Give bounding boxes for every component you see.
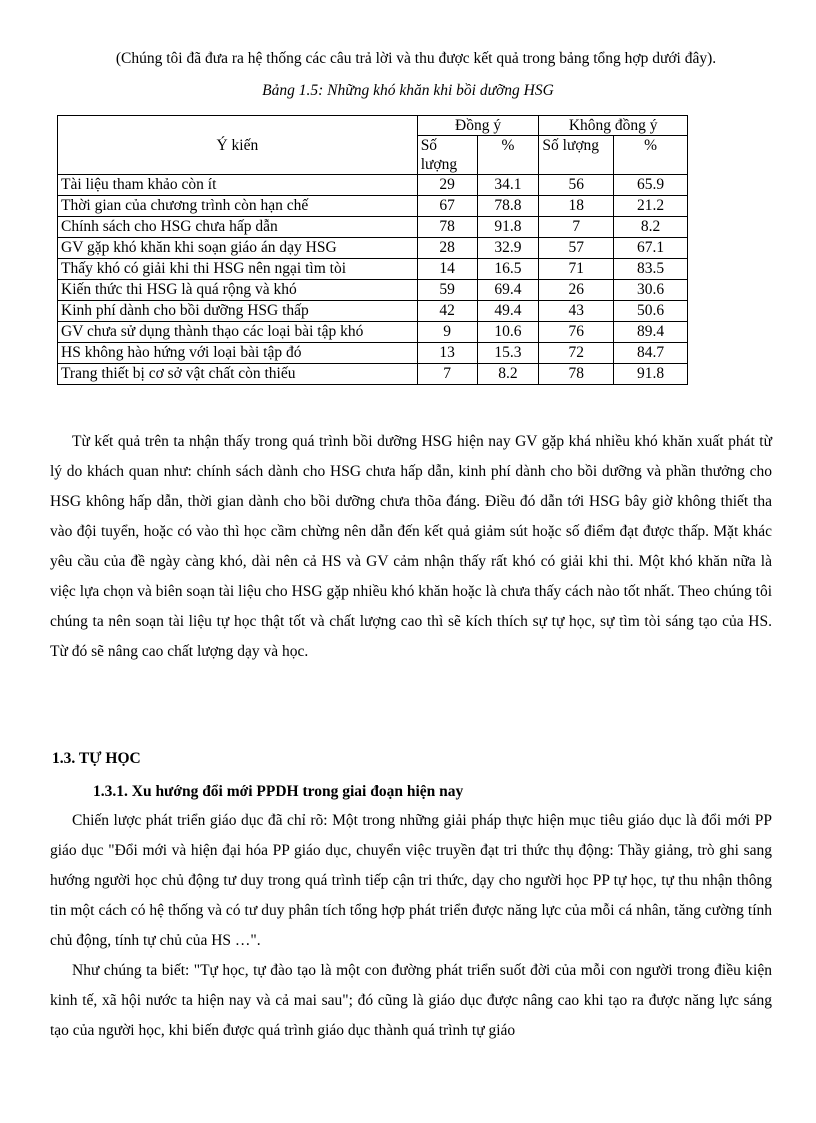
agree-percent: 34.1	[477, 175, 539, 196]
header-agree-count: Số lượng	[417, 136, 477, 175]
disagree-count: 57	[539, 238, 614, 259]
self-study-paragraph: Như chúng ta biết: "Tự học, tự đào tạo là một con đường phát triển suốt đời của mỗi con người trong điều kiện kinh tế, xã hội nước ta hiện nay và cả mai sau"; đó cũng là giáo dục được nâng cao khi tạo ra được năng lực sáng tạo của người học, khi biến được quá trình giáo dục thành quá trình tự giáo	[50, 962, 772, 1039]
row-label: GV gặp khó khăn khi soạn giáo án dạy HSG	[58, 238, 418, 259]
table-row	[58, 364, 688, 385]
agree-percent: 49.4	[477, 301, 539, 322]
disagree-count: 26	[539, 280, 614, 301]
agree-percent: 15.3	[477, 343, 539, 364]
table-row	[58, 196, 688, 217]
disagree-count: 56	[539, 175, 614, 196]
row-label: Kiến thức thi HSG là quá rộng và khó	[58, 280, 418, 301]
header-disagree-percent: %	[614, 136, 688, 175]
agree-percent: 16.5	[477, 259, 539, 280]
disagree-percent: 30.6	[614, 280, 688, 301]
disagree-percent: 67.1	[614, 238, 688, 259]
disagree-percent: 91.8	[614, 364, 688, 385]
analysis-paragraph: Từ kết quả trên ta nhận thấy trong quá trình bồi dưỡng HSG hiện nay GV gặp khá nhiều khó khăn xuất phát từ lý do khách quan như: chính sách dành cho HSG chưa hấp dẫn, kinh phí dành cho bồi dưỡng và phần thưởng cho HSG không hấp dẫn, thời gian dành cho bồi dưỡng chưa thõa đáng. Điều đó dẫn tới HSG bây giờ không thiết tha vào đội tuyển, hoặc có vào thì học cầm chừng nên dẫn đến kết quả giảm sút hoặc số điểm đạt được thấp. Mặt khác yêu cầu của đề ngày càng khó, dài nên cả HS và GV cảm nhận thấy rất khó có giải khi thi. Một khó khăn nữa là việc lựa chọn và biên soạn tài liệu cho HSG gặp nhiều khó khăn hoặc là chưa thấy cách nào tốt nhất. Theo chúng tôi chúng ta nên soạn tài liệu tự học thật tốt và chất lượng cao thì sẽ kích thích sự tự học, sự tìm tòi sáng tạo của HS. Từ đó sẽ nâng cao chất lượng dạy và học.	[50, 433, 772, 660]
table-row	[58, 301, 688, 322]
row-label: GV chưa sử dụng thành thạo các loại bài tập khó	[58, 322, 418, 343]
agree-percent: 32.9	[477, 238, 539, 259]
agree-count: 7	[417, 364, 477, 385]
disagree-count: 18	[539, 196, 614, 217]
agree-count: 42	[417, 301, 477, 322]
table-row	[58, 280, 688, 301]
disagree-count: 43	[539, 301, 614, 322]
agree-count: 9	[417, 322, 477, 343]
strategy-paragraph: Chiến lược phát triển giáo dục đã chỉ rõ: Một trong những giải pháp thực hiện mục tiêu giáo dục là đổi mới PP giáo dục "Đổi mới và hiện đại hóa PP giáo dục, chuyển việc truyền đạt tri thức thụ động: Thầy giảng, trò ghi sang hướng người học chủ động tư duy trong quá trình tiếp cận tri thức, dạy cho người học PP tự học, tự thu nhận thông tin một cách có hệ thống và có tư duy phân tích tổng hợp phát triển được năng lực của mỗi cá nhân, tăng cường tính chủ động, tính tự chủ của HS …".	[50, 812, 772, 949]
disagree-count: 71	[539, 259, 614, 280]
row-label: Kinh phí dành cho bồi dưỡng HSG thấp	[58, 301, 418, 322]
header-opinion: Ý kiến	[58, 116, 418, 175]
section-heading-1-3: 1.3. TỰ HỌC	[52, 750, 141, 767]
table-row	[58, 343, 688, 364]
row-label: Thời gian của chương trình còn hạn chế	[58, 196, 418, 217]
agree-percent: 91.8	[477, 217, 539, 238]
disagree-percent: 84.7	[614, 343, 688, 364]
header-agree: Đồng ý	[417, 116, 539, 136]
header-disagree: Không đồng ý	[539, 116, 688, 136]
disagree-count: 78	[539, 364, 614, 385]
agree-count: 78	[417, 217, 477, 238]
table-row	[58, 238, 688, 259]
disagree-count: 76	[539, 322, 614, 343]
table-row	[58, 175, 688, 196]
agree-percent: 69.4	[477, 280, 539, 301]
disagree-count: 72	[539, 343, 614, 364]
row-label: Chính sách cho HSG chưa hấp dẫn	[58, 217, 418, 238]
agree-count: 28	[417, 238, 477, 259]
table-row	[58, 259, 688, 280]
header-agree-percent: %	[477, 136, 539, 175]
table-row	[58, 322, 688, 343]
subsection-heading-1-3-1: 1.3.1. Xu hướng đổi mới PPDH trong giai đoạn hiện nay	[93, 783, 464, 800]
disagree-percent: 8.2	[614, 217, 688, 238]
disagree-count: 7	[539, 217, 614, 238]
agree-count: 14	[417, 259, 477, 280]
disagree-percent: 65.9	[614, 175, 688, 196]
agree-percent: 78.8	[477, 196, 539, 217]
table-caption: Bảng 1.5: Những khó khăn khi bồi dưỡng HSG	[262, 82, 554, 99]
intro-note: (Chúng tôi đã đưa ra hệ thống các câu trả lời và thu được kết quả trong bảng tổng hợp dưới đây).	[115, 50, 717, 67]
disagree-percent: 50.6	[614, 301, 688, 322]
agree-count: 13	[417, 343, 477, 364]
disagree-percent: 89.4	[614, 322, 688, 343]
row-label: Thấy khó có giải khi thi HSG nên ngại tìm tòi	[58, 259, 418, 280]
agree-count: 67	[417, 196, 477, 217]
difficulties-table	[57, 115, 688, 385]
agree-count: 29	[417, 175, 477, 196]
disagree-percent: 21.2	[614, 196, 688, 217]
disagree-percent: 83.5	[614, 259, 688, 280]
header-disagree-count: Số lượng	[539, 136, 614, 175]
agree-percent: 8.2	[477, 364, 539, 385]
table-header-row	[58, 116, 688, 136]
agree-percent: 10.6	[477, 322, 539, 343]
table-row	[58, 217, 688, 238]
row-label: Trang thiết bị cơ sở vật chất còn thiếu	[58, 364, 418, 385]
agree-count: 59	[417, 280, 477, 301]
row-label: Tài liệu tham khảo còn ít	[58, 175, 418, 196]
row-label: HS không hào hứng với loại bài tập đó	[58, 343, 418, 364]
